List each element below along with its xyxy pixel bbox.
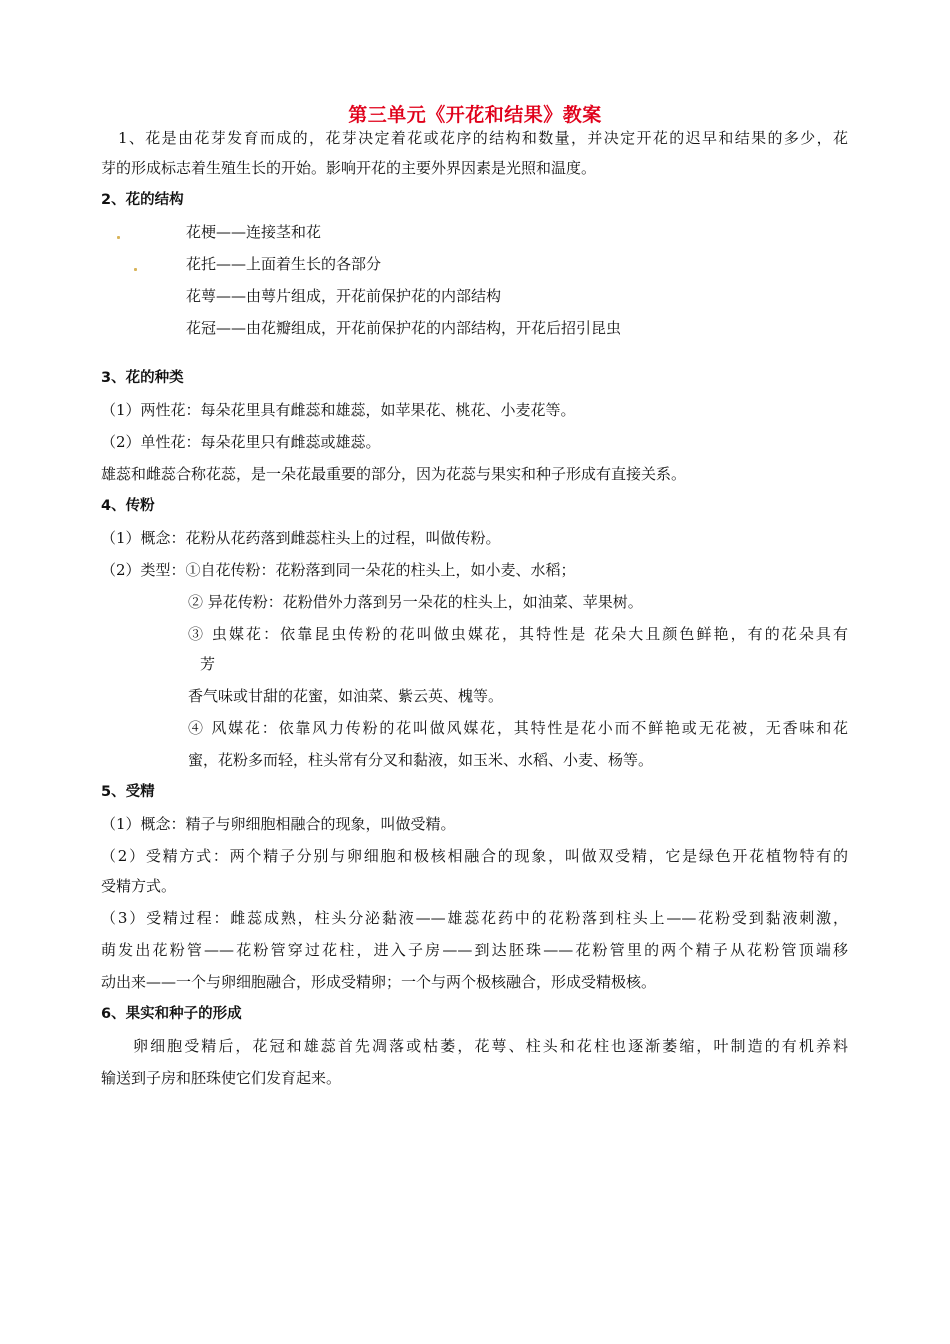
pollination-insect-line-1: ③ 虫媒花：依靠昆虫传粉的花叫做虫媒花，其特性是 花朵大且颜色鲜艳，有的花朵具有 bbox=[188, 625, 848, 643]
fruit-seed-line-1: 卵细胞受精后，花冠和雄蕊首先凋落或枯萎，花萼、柱头和花柱也逐渐萎缩，叶制造的有机养料 bbox=[133, 1037, 848, 1055]
section-heading-pollination: 4、传粉 bbox=[101, 498, 155, 514]
pollination-wind-line-2: 蜜，花粉多而轻，柱头常有分叉和黏液，如玉米、水稻、小麦、杨等。 bbox=[188, 751, 654, 769]
pollination-self: （2）类型：①自花传粉：花粉落到同一朵花的柱头上，如小麦、水稻； bbox=[101, 561, 576, 579]
section-heading-fruit-seed: 6、果实和种子的形成 bbox=[101, 1006, 242, 1022]
intro-line-1: 1、花是由花芽发育而成的，花芽决定着花或花序的结构和数量，并决定开花的迟早和结果的多少，花 bbox=[118, 129, 848, 147]
structure-item-receptacle: 花托——上面着生长的各部分 bbox=[186, 255, 382, 273]
pollination-concept: （1）概念：花粉从花药落到雌蕊柱头上的过程，叫做传粉。 bbox=[101, 529, 501, 547]
section-heading-structure: 2、花的结构 bbox=[101, 192, 184, 208]
section-heading-fertilization: 5、受精 bbox=[101, 784, 155, 800]
pollination-cross: ② 异花传粉：花粉借外力落到另一朵花的柱头上，如油菜、苹果树。 bbox=[188, 593, 643, 611]
types-bisexual: （1）两性花：每朵花里具有雌蕊和雄蕊，如苹果花、桃花、小麦花等。 bbox=[101, 401, 576, 419]
pollination-wind-line-1: ④ 风媒花：依靠风力传粉的花叫做风媒花，其特性是花小而不鲜艳或无花被，无香味和花 bbox=[188, 719, 848, 737]
section-heading-types: 3、花的种类 bbox=[101, 370, 184, 386]
fertilization-method-line-1: （2）受精方式：两个精子分别与卵细胞和极核相融合的现象，叫做双受精，它是绿色开花植物特有的 bbox=[101, 847, 848, 865]
fertilization-concept: （1）概念：精子与卵细胞相融合的现象，叫做受精。 bbox=[101, 815, 456, 833]
fertilization-process-line-1: （3）受精过程：雌蕊成熟，柱头分泌黏液——雄蕊花药中的花粉落到柱头上——花粉受到黏液刺激， bbox=[101, 909, 848, 927]
fertilization-process-line-2: 萌发出花粉管——花粉管穿过花柱，进入子房——到达胚珠——花粉管里的两个精子从花粉管顶端移 bbox=[101, 941, 848, 959]
fruit-seed-line-2: 输送到子房和胚珠使它们发育起来。 bbox=[101, 1069, 342, 1087]
types-stamen-pistil: 雄蕊和雌蕊合称花蕊，是一朵花最重要的部分，因为花蕊与果实和种子形成有直接关系。 bbox=[101, 465, 687, 483]
intro-line-2: 芽的形成标志着生殖生长的开始。影响开花的主要外界因素是光照和温度。 bbox=[101, 159, 597, 177]
types-unisexual: （2）单性花：每朵花里只有雌蕊或雄蕊。 bbox=[101, 433, 381, 451]
fertilization-method-line-2: 受精方式。 bbox=[101, 877, 177, 895]
structure-item-pedicel: 花梗——连接茎和花 bbox=[186, 223, 322, 241]
structure-item-calyx: 花萼——由萼片组成，开花前保护花的内部结构 bbox=[186, 287, 502, 305]
page-title: 第三单元《开花和结果》教案 bbox=[348, 104, 602, 126]
structure-item-corolla: 花冠——由花瓣组成，开花前保护花的内部结构，开花后招引昆虫 bbox=[186, 319, 622, 337]
pollination-insect-line-3: 香气味或甘甜的花蜜，如油菜、紫云英、槐等。 bbox=[188, 687, 504, 705]
pollination-insect-line-2: 芳 bbox=[200, 655, 216, 673]
fertilization-process-line-3: 动出来——一个与卵细胞融合，形成受精卵；一个与两个极核融合，形成受精极核。 bbox=[101, 973, 657, 991]
artifact-dot bbox=[117, 236, 120, 239]
artifact-dot bbox=[134, 268, 137, 271]
